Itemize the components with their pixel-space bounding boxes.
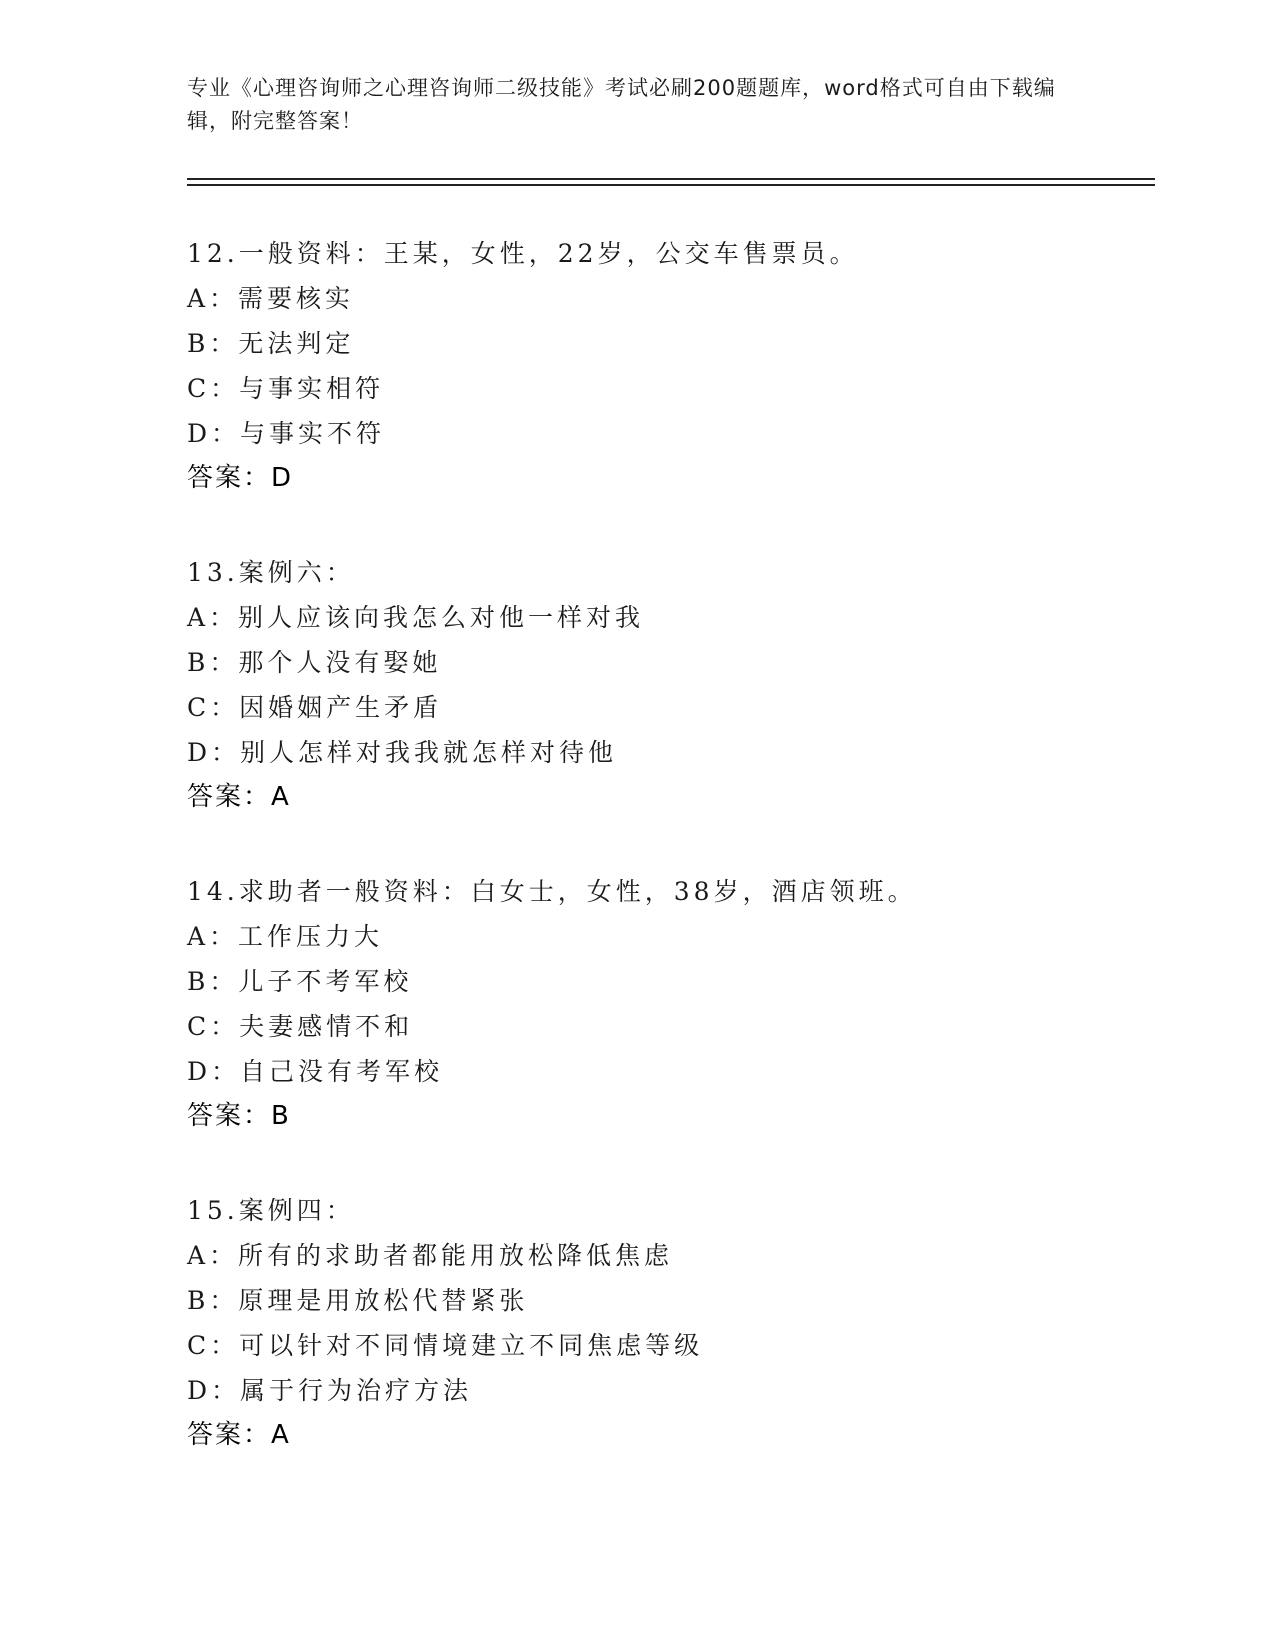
answer-line: 答案：A (187, 1420, 291, 1450)
question-14 (187, 869, 1147, 1139)
option-c: C：可以针对不同情境建立不同焦虑等级 (187, 1331, 704, 1360)
header-divider-bottom (187, 184, 1155, 186)
option-a: A：所有的求助者都能用放松降低焦虑 (187, 1241, 674, 1270)
question-15 (187, 1188, 1147, 1458)
question-stem: 15.案例四： (187, 1196, 355, 1225)
option-c: C：与事实相符 (187, 374, 385, 403)
answer-line: 答案：D (187, 463, 294, 493)
option-d: D：自己没有考军校 (187, 1057, 444, 1086)
answer-line: 答案：B (187, 1101, 291, 1131)
option-b: B：原理是用放松代替紧张 (187, 1286, 529, 1315)
document-header: 专业《心理咨询师之心理咨询师二级技能》考试必刷200题题库，word格式可自由下载编辑，附完整答案！ (187, 76, 1056, 133)
option-d: D：与事实不符 (187, 419, 386, 448)
answer-line: 答案：A (187, 782, 291, 812)
question-stem: 13.案例六： (187, 558, 355, 587)
question-13 (187, 550, 1147, 820)
question-12 (187, 231, 1147, 501)
question-stem: 12.一般资料：王某，女性，22岁，公交车售票员。 (187, 239, 859, 268)
option-a: A：需要核实 (187, 284, 355, 313)
header-divider-top (187, 178, 1155, 180)
option-c: C：夫妻感情不和 (187, 1012, 414, 1041)
option-a: A：别人应该向我怎么对他一样对我 (187, 603, 645, 632)
option-b: B：无法判定 (187, 329, 355, 358)
option-d: D：属于行为治疗方法 (187, 1376, 473, 1405)
option-d: D：别人怎样对我我就怎样对待他 (187, 738, 618, 767)
option-c: C：因婚姻产生矛盾 (187, 693, 443, 722)
question-stem: 14.求助者一般资料：白女士，女性，38岁，酒店领班。 (187, 877, 917, 906)
option-a: A：工作压力大 (187, 922, 384, 951)
option-b: B：儿子不考军校 (187, 967, 413, 996)
option-b: B：那个人没有娶她 (187, 648, 442, 677)
